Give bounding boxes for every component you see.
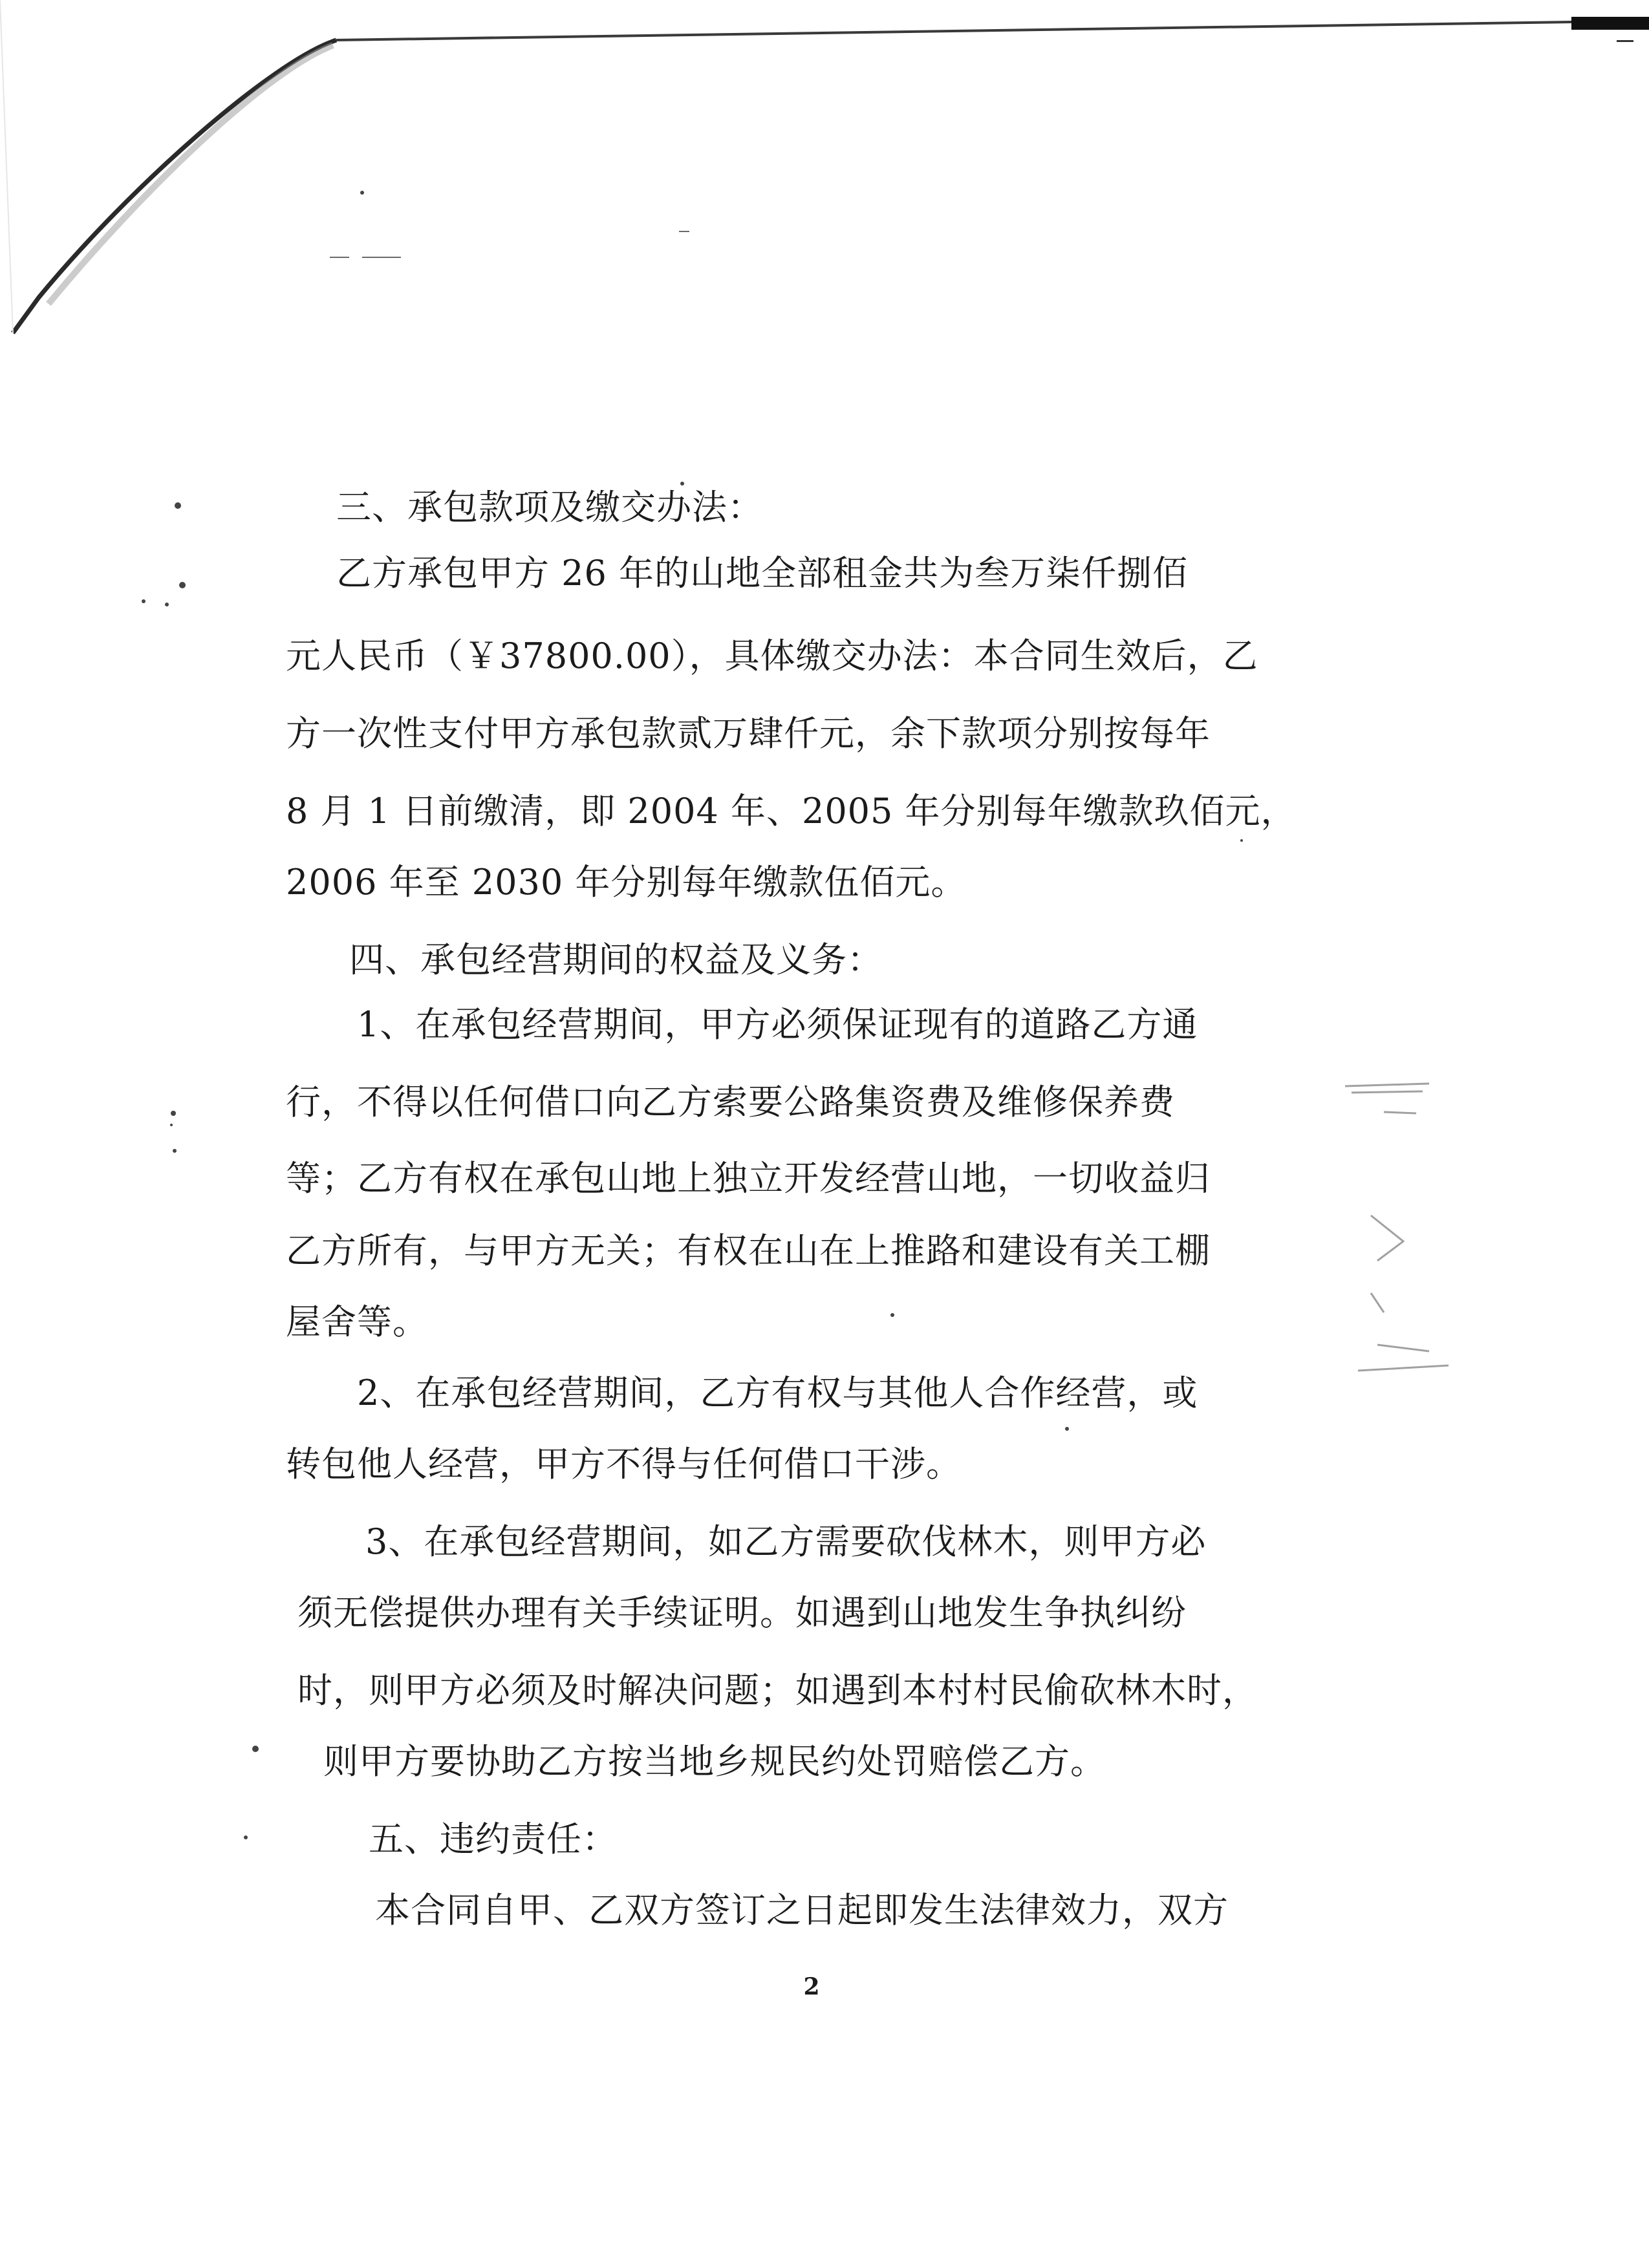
paragraph-line: 则甲方要协助乙方按当地乡规民约处罚赔偿乙方。: [323, 1741, 1106, 1782]
paragraph-line: 等；乙方有权在承包山地上独立开发经营山地，一切收益归: [286, 1158, 1211, 1199]
paragraph-line: 乙方承包甲方 26 年的山地全部租金共为叁万柒仟捌佰: [336, 553, 1189, 594]
section-heading-rights: 四、承包经营期间的权益及义务：: [349, 939, 883, 980]
paragraph-line: 时，则甲方必须及时解决问题；如遇到本村村民偷砍林木时，: [297, 1670, 1258, 1711]
section-heading-breach: 五、违约责任：: [369, 1819, 618, 1859]
page-number: 2: [803, 1973, 820, 2000]
paragraph-line: 2006 年至 2030 年分别每年缴款伍佰元。: [286, 862, 967, 903]
paragraph-line: 乙方所有，与甲方无关；有权在山在上推路和建设有关工棚: [286, 1230, 1211, 1271]
paragraph-line: 元人民币（￥37800.00），具体缴交办法：本合同生效后，乙: [286, 636, 1258, 676]
paragraph-line: 转包他人经营，甲方不得与任何借口干涉。: [286, 1444, 962, 1484]
paragraph-line: 1、在承包经营期间，甲方必须保证现有的道路乙方通: [357, 1004, 1198, 1045]
paragraph-line: 2、在承包经营期间，乙方有权与其他人合作经营，或: [357, 1373, 1198, 1413]
paragraph-line: 屋舍等。: [286, 1301, 428, 1342]
paragraph-line: 方一次性支付甲方承包款贰万肆仟元，余下款项分别按每年: [286, 713, 1211, 754]
paragraph-line: 8 月 1 日前缴清，即 2004 年、2005 年分别每年缴款玖佰元，: [286, 791, 1297, 831]
paragraph-line: 3、在承包经营期间，如乙方需要砍伐林木，则甲方必: [365, 1521, 1207, 1562]
section-heading-payment: 三、承包款项及缴交办法：: [336, 487, 763, 528]
paragraph-line: 行，不得以任何借口向乙方索要公路集资费及维修保养费: [286, 1082, 1175, 1122]
paragraph-line: 须无偿提供办理有关手续证明。如遇到山地发生争执纠纷: [297, 1592, 1187, 1633]
paragraph-line: 本合同自甲、乙双方签订之日起即发生法律效力，双方: [375, 1890, 1229, 1931]
